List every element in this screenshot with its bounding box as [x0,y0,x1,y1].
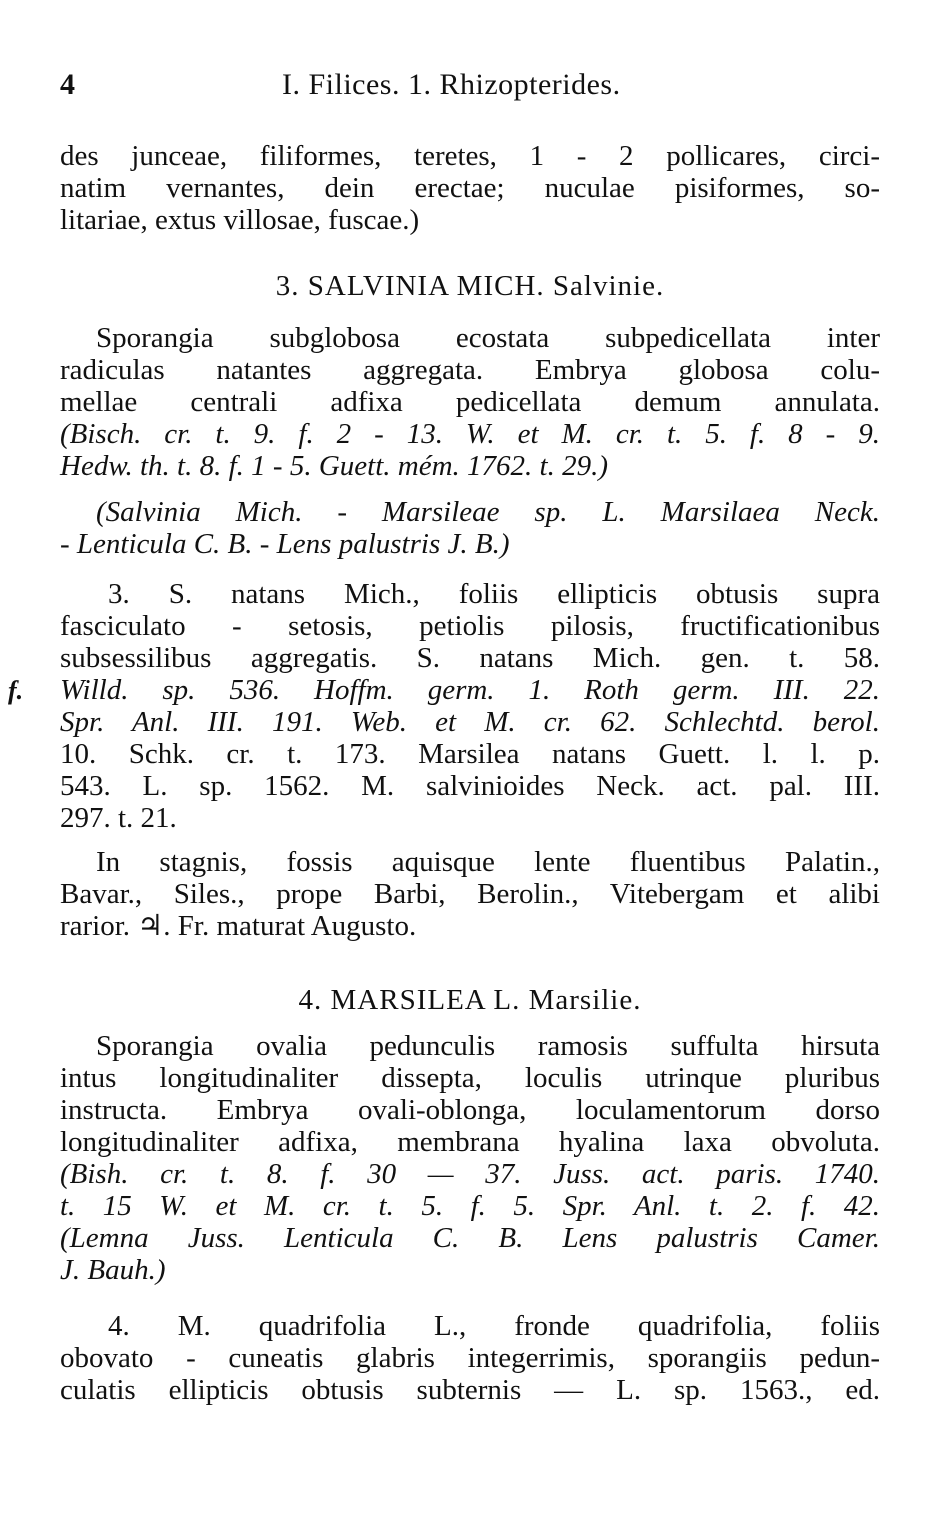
text-line: Willd. sp. 536. Hoffm. germ. 1. Roth germ. III. 22. [60,674,880,706]
text-line: 4. M. quadrifolia L., fronde quadrifolia, foliis [108,1310,880,1342]
page-number: 4 [60,68,75,101]
text-line: Spr. Anl. III. 191. Web. et M. cr. 62. Schlechtd. berol. [60,706,880,738]
text-line: des junceae, filiformes, teretes, 1 - 2 pollicares, circi- [60,140,880,172]
text-line: natim vernantes, dein erectae; nuculae pisiformes, so- [60,172,880,204]
text-line: 543. L. sp. 1562. M. salvinioides Neck. act. pal. III. [60,770,880,802]
running-title: I. Filices. 1. Rhizopterides. [282,68,621,101]
text-line: t. 15 W. et M. cr. t. 5. f. 5. Spr. Anl. t. 2. f. 42. [60,1190,880,1222]
text-line: J. Bauh.) [60,1254,166,1286]
text-line: Sporangia ovalia pedunculis ramosis suffulta hirsuta [96,1030,880,1062]
text-line: culatis ellipticis obtusis subternis — L. sp. 1563., ed. [60,1374,880,1406]
text-line: - Lenticula C. B. - Lens palustris J. B.) [60,528,510,560]
text-line: intus longitudinaliter dissepta, loculis utrinque pluribus [60,1062,880,1094]
genus-heading-marsilea: 4. MARSILEA L. Marsilie. [298,984,642,1016]
text-line: (Bish. cr. t. 8. f. 30 — 37. Juss. act. paris. 1740. [60,1158,880,1190]
species-entry-marsilea-quadrifolia [60,1310,880,1406]
text-line: longitudinaliter adfixa, membrana hyalina laxa obvoluta. [60,1126,880,1158]
text-line: (Bisch. cr. t. 9. f. 2 - 13. W. et M. cr. t. 5. f. 8 - 9. [60,418,880,450]
text-line: 10. Schk. cr. t. 173. Marsilea natans Guett. l. l. p. [60,738,880,770]
text-line: 3. S. natans Mich., foliis ellipticis obtusis supra [108,578,880,610]
margin-mark: f. [8,676,24,705]
text-line: radiculas natantes aggregata. Embrya globosa colu- [60,354,880,386]
genus-heading-salvinia: 3. SALVINIA MICH. Salvinie. [275,270,665,302]
running-header [60,68,880,108]
text-line: (Lemna Juss. Lenticula C. B. Lens palustris Camer. [60,1222,880,1254]
text-line: obovato - cuneatis glabris integerrimis, sporangiis pedun- [60,1342,880,1374]
text-line: subsessilibus aggregatis. S. natans Mich. gen. t. 58. [60,642,880,674]
text-line: mellae centrali adfixa pedicellata demum annulata. [60,386,880,418]
genus-synonyms-salvinia [60,496,880,560]
text-line: Hedw. th. t. 8. f. 1 - 5. Guett. mém. 1762. t. 29.) [60,450,608,482]
habitat-salvinia-natans [60,846,880,942]
genus-description-marsilea [60,1030,880,1286]
text-line: fasciculato - setosis, petiolis pilosis, fructificationibus [60,610,880,642]
text-line: Bavar., Siles., prope Barbi, Berolin., Vitebergam et alibi [60,878,880,910]
text-line: 297. t. 21. [60,802,177,834]
text-line: litariae, extus villosae, fuscae.) [60,204,420,236]
text-line: (Salvinia Mich. - Marsileae sp. L. Marsilaea Neck. [96,496,880,528]
text-line: instructa. Embrya ovali-oblonga, loculamentorum dorso [60,1094,880,1126]
intro-paragraph [60,140,880,236]
genus-description-salvinia [60,322,880,482]
text-line: rarior. ♃. Fr. maturat Augusto. [60,910,417,942]
text-line: Sporangia subglobosa ecostata subpedicellata inter [96,322,880,354]
species-entry-salvinia-natans [60,578,880,834]
text-line: In stagnis, fossis aquisque lente fluentibus Palatin., [96,846,880,878]
